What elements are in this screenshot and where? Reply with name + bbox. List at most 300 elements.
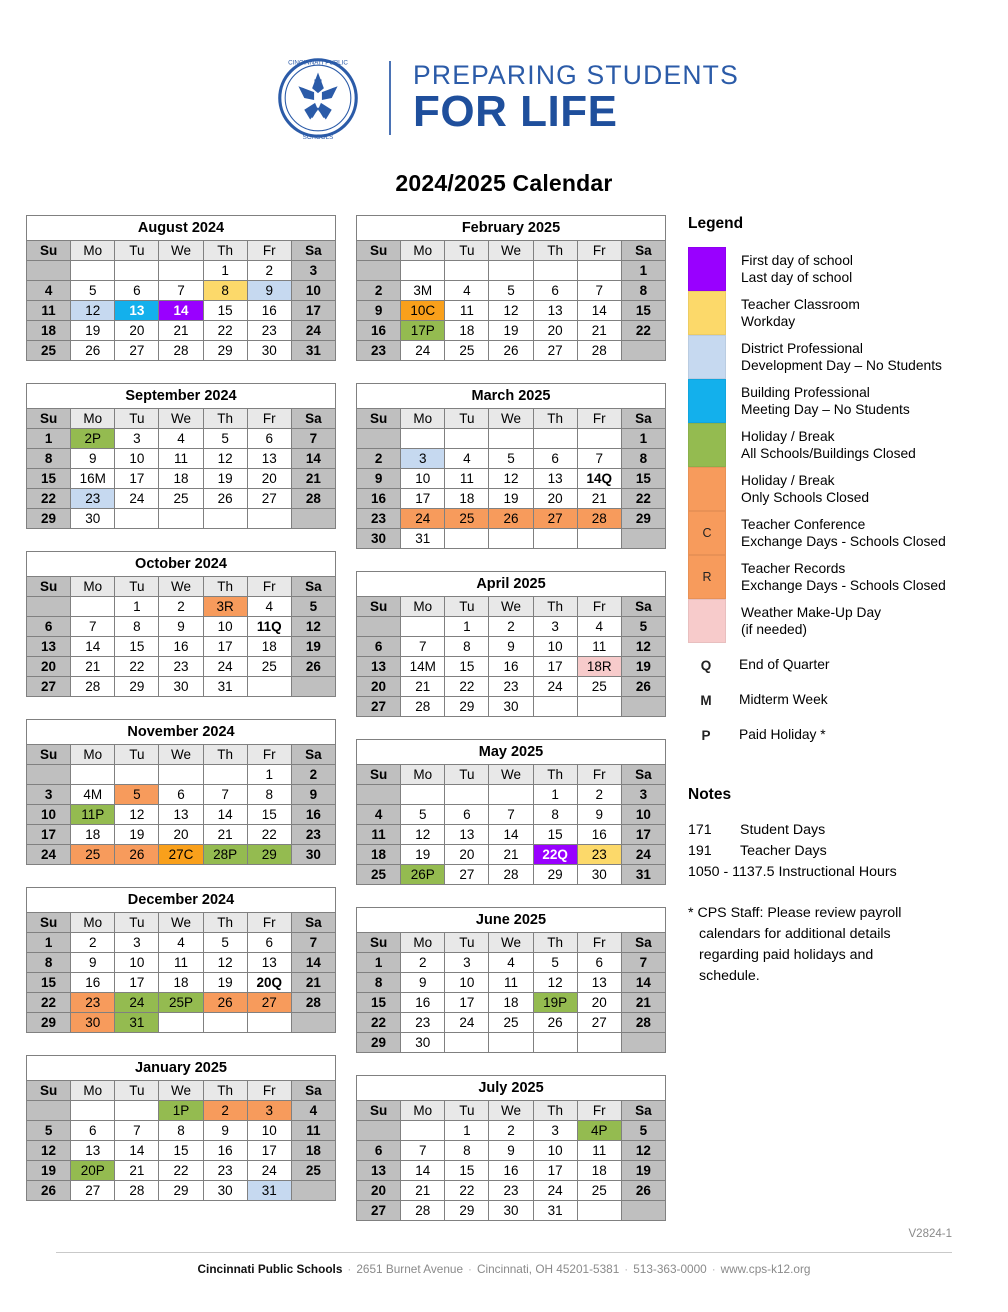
day-cell[interactable]: 24: [401, 341, 445, 361]
day-cell[interactable]: 7: [577, 449, 621, 469]
day-cell[interactable]: 18: [159, 973, 203, 993]
day-cell[interactable]: 6: [159, 785, 203, 805]
day-cell[interactable]: 9: [203, 1121, 247, 1141]
day-cell[interactable]: 28: [621, 1013, 665, 1033]
day-cell[interactable]: 30: [71, 509, 115, 529]
day-cell[interactable]: 13: [71, 1141, 115, 1161]
day-cell[interactable]: 11: [577, 1141, 621, 1161]
day-cell[interactable]: 3: [445, 953, 489, 973]
day-cell[interactable]: 12: [489, 469, 533, 489]
day-cell[interactable]: 27: [577, 1013, 621, 1033]
day-cell[interactable]: 8: [247, 785, 291, 805]
day-cell[interactable]: 26: [71, 341, 115, 361]
day-cell[interactable]: 30: [291, 845, 335, 865]
day-cell[interactable]: 25: [291, 1161, 335, 1181]
day-cell[interactable]: 5: [533, 953, 577, 973]
day-cell[interactable]: 30: [159, 677, 203, 697]
day-cell[interactable]: 14: [621, 973, 665, 993]
day-cell[interactable]: 17: [533, 657, 577, 677]
day-cell[interactable]: 8: [621, 281, 665, 301]
day-cell[interactable]: 13: [533, 469, 577, 489]
day-cell[interactable]: 17: [247, 1141, 291, 1161]
day-cell[interactable]: 13: [533, 301, 577, 321]
day-cell[interactable]: 14Q: [577, 469, 621, 489]
day-cell[interactable]: 15: [533, 825, 577, 845]
day-cell[interactable]: 10: [115, 953, 159, 973]
day-cell[interactable]: 31: [247, 1181, 291, 1201]
day-cell[interactable]: 13: [445, 825, 489, 845]
day-cell[interactable]: 21: [577, 321, 621, 341]
day-cell[interactable]: 8: [159, 1121, 203, 1141]
day-cell[interactable]: 2: [247, 261, 291, 281]
day-cell[interactable]: 8: [27, 449, 71, 469]
day-cell[interactable]: 5: [71, 281, 115, 301]
day-cell[interactable]: 22: [357, 1013, 401, 1033]
day-cell[interactable]: 22: [27, 993, 71, 1013]
day-cell[interactable]: 25: [577, 1181, 621, 1201]
day-cell[interactable]: 19: [621, 1161, 665, 1181]
day-cell[interactable]: 9: [357, 469, 401, 489]
day-cell[interactable]: 27: [533, 341, 577, 361]
day-cell[interactable]: 22: [445, 1181, 489, 1201]
day-cell[interactable]: 30: [203, 1181, 247, 1201]
day-cell[interactable]: 7: [489, 805, 533, 825]
day-cell[interactable]: 15: [357, 993, 401, 1013]
day-cell[interactable]: 6: [115, 281, 159, 301]
day-cell[interactable]: 21: [291, 469, 335, 489]
day-cell[interactable]: 9: [357, 301, 401, 321]
day-cell[interactable]: 12: [27, 1141, 71, 1161]
day-cell[interactable]: 24: [445, 1013, 489, 1033]
day-cell[interactable]: 8: [445, 637, 489, 657]
day-cell[interactable]: 23: [291, 825, 335, 845]
day-cell[interactable]: 7: [71, 617, 115, 637]
day-cell[interactable]: 23: [401, 1013, 445, 1033]
day-cell[interactable]: 2: [357, 281, 401, 301]
day-cell[interactable]: 7: [621, 953, 665, 973]
day-cell[interactable]: 6: [247, 933, 291, 953]
day-cell[interactable]: 4: [159, 933, 203, 953]
day-cell[interactable]: 9: [401, 973, 445, 993]
day-cell[interactable]: 9: [489, 637, 533, 657]
day-cell[interactable]: 12: [489, 301, 533, 321]
day-cell[interactable]: 16: [247, 301, 291, 321]
day-cell[interactable]: 1: [621, 261, 665, 281]
day-cell[interactable]: 22: [445, 677, 489, 697]
day-cell[interactable]: 26: [115, 845, 159, 865]
day-cell[interactable]: 24: [621, 845, 665, 865]
day-cell[interactable]: 10: [203, 617, 247, 637]
day-cell[interactable]: 13: [115, 301, 159, 321]
day-cell[interactable]: 20: [577, 993, 621, 1013]
day-cell[interactable]: 16: [203, 1141, 247, 1161]
day-cell[interactable]: 17: [115, 973, 159, 993]
day-cell[interactable]: 17: [115, 469, 159, 489]
day-cell[interactable]: 27: [247, 993, 291, 1013]
day-cell[interactable]: 18: [159, 469, 203, 489]
day-cell[interactable]: 1: [247, 765, 291, 785]
day-cell[interactable]: 16: [401, 993, 445, 1013]
day-cell[interactable]: 11Q: [247, 617, 291, 637]
day-cell[interactable]: 14M: [401, 657, 445, 677]
day-cell[interactable]: 25: [247, 657, 291, 677]
day-cell[interactable]: 19: [489, 321, 533, 341]
day-cell[interactable]: 4: [445, 449, 489, 469]
day-cell[interactable]: 13: [577, 973, 621, 993]
day-cell[interactable]: 7: [291, 933, 335, 953]
day-cell[interactable]: 26: [27, 1181, 71, 1201]
day-cell[interactable]: 1: [115, 597, 159, 617]
day-cell[interactable]: 2: [489, 617, 533, 637]
day-cell[interactable]: 23: [203, 1161, 247, 1181]
day-cell[interactable]: 3: [291, 261, 335, 281]
day-cell[interactable]: 19: [203, 973, 247, 993]
day-cell[interactable]: 25: [489, 1013, 533, 1033]
day-cell[interactable]: 28: [291, 993, 335, 1013]
day-cell[interactable]: 25: [71, 845, 115, 865]
day-cell[interactable]: 5: [115, 785, 159, 805]
day-cell[interactable]: 12: [71, 301, 115, 321]
day-cell[interactable]: 24: [247, 1161, 291, 1181]
day-cell[interactable]: 15: [159, 1141, 203, 1161]
day-cell[interactable]: 8: [27, 953, 71, 973]
day-cell[interactable]: 3: [115, 429, 159, 449]
day-cell[interactable]: 25P: [159, 993, 203, 1013]
day-cell[interactable]: 6: [71, 1121, 115, 1141]
day-cell[interactable]: 26: [291, 657, 335, 677]
day-cell[interactable]: 19: [27, 1161, 71, 1181]
day-cell[interactable]: 6: [357, 1141, 401, 1161]
day-cell[interactable]: 5: [621, 617, 665, 637]
day-cell[interactable]: 18: [445, 489, 489, 509]
day-cell[interactable]: 6: [445, 805, 489, 825]
day-cell[interactable]: 3: [27, 785, 71, 805]
day-cell[interactable]: 5: [489, 449, 533, 469]
day-cell[interactable]: 3M: [401, 281, 445, 301]
day-cell[interactable]: 29: [621, 509, 665, 529]
day-cell[interactable]: 21: [401, 677, 445, 697]
day-cell[interactable]: 14: [115, 1141, 159, 1161]
day-cell[interactable]: 17: [445, 993, 489, 1013]
day-cell[interactable]: 28: [401, 697, 445, 717]
day-cell[interactable]: 20P: [71, 1161, 115, 1181]
day-cell[interactable]: 25: [445, 341, 489, 361]
day-cell[interactable]: 17: [291, 301, 335, 321]
day-cell[interactable]: 17: [203, 637, 247, 657]
day-cell[interactable]: 2: [203, 1101, 247, 1121]
day-cell[interactable]: 1: [533, 785, 577, 805]
day-cell[interactable]: 21: [401, 1181, 445, 1201]
day-cell[interactable]: 29: [203, 341, 247, 361]
day-cell[interactable]: 30: [489, 697, 533, 717]
day-cell[interactable]: 5: [291, 597, 335, 617]
day-cell[interactable]: 29: [159, 1181, 203, 1201]
day-cell[interactable]: 13: [357, 1161, 401, 1181]
day-cell[interactable]: 23: [357, 509, 401, 529]
day-cell[interactable]: 10C: [401, 301, 445, 321]
day-cell[interactable]: 21: [203, 825, 247, 845]
day-cell[interactable]: 22Q: [533, 845, 577, 865]
day-cell[interactable]: 2: [401, 953, 445, 973]
day-cell[interactable]: 8: [445, 1141, 489, 1161]
day-cell[interactable]: 27C: [159, 845, 203, 865]
day-cell[interactable]: 3: [115, 933, 159, 953]
day-cell[interactable]: 17: [401, 489, 445, 509]
day-cell[interactable]: 31: [533, 1201, 577, 1221]
day-cell[interactable]: 22: [247, 825, 291, 845]
day-cell[interactable]: 11: [489, 973, 533, 993]
day-cell[interactable]: 5: [401, 805, 445, 825]
day-cell[interactable]: 19: [115, 825, 159, 845]
day-cell[interactable]: 16: [357, 321, 401, 341]
day-cell[interactable]: 30: [71, 1013, 115, 1033]
day-cell[interactable]: 20: [159, 825, 203, 845]
day-cell[interactable]: 27: [247, 489, 291, 509]
day-cell[interactable]: 14: [489, 825, 533, 845]
day-cell[interactable]: 5: [621, 1121, 665, 1141]
day-cell[interactable]: 6: [533, 449, 577, 469]
day-cell[interactable]: 7: [203, 785, 247, 805]
day-cell[interactable]: 28: [291, 489, 335, 509]
day-cell[interactable]: 8: [357, 973, 401, 993]
day-cell[interactable]: 9: [247, 281, 291, 301]
day-cell[interactable]: 12: [203, 953, 247, 973]
day-cell[interactable]: 14: [71, 637, 115, 657]
day-cell[interactable]: 6: [27, 617, 71, 637]
day-cell[interactable]: 24: [27, 845, 71, 865]
day-cell[interactable]: 13: [159, 805, 203, 825]
day-cell[interactable]: 28: [71, 677, 115, 697]
day-cell[interactable]: 5: [203, 933, 247, 953]
day-cell[interactable]: 29: [445, 697, 489, 717]
day-cell[interactable]: 16M: [71, 469, 115, 489]
day-cell[interactable]: 31: [291, 341, 335, 361]
day-cell[interactable]: 30: [489, 1201, 533, 1221]
day-cell[interactable]: 21: [71, 657, 115, 677]
day-cell[interactable]: 21: [621, 993, 665, 1013]
day-cell[interactable]: 10: [533, 637, 577, 657]
day-cell[interactable]: 26: [621, 677, 665, 697]
day-cell[interactable]: 1: [203, 261, 247, 281]
day-cell[interactable]: 19: [489, 489, 533, 509]
day-cell[interactable]: 14: [401, 1161, 445, 1181]
day-cell[interactable]: 26: [489, 509, 533, 529]
day-cell[interactable]: 10: [27, 805, 71, 825]
day-cell[interactable]: 27: [27, 677, 71, 697]
day-cell[interactable]: 10: [621, 805, 665, 825]
day-cell[interactable]: 1: [621, 429, 665, 449]
day-cell[interactable]: 3R: [203, 597, 247, 617]
day-cell[interactable]: 2: [357, 449, 401, 469]
day-cell[interactable]: 7: [401, 637, 445, 657]
day-cell[interactable]: 23: [71, 489, 115, 509]
day-cell[interactable]: 20: [115, 321, 159, 341]
day-cell[interactable]: 13: [247, 953, 291, 973]
day-cell[interactable]: 12: [203, 449, 247, 469]
day-cell[interactable]: 20: [357, 677, 401, 697]
day-cell[interactable]: 14: [291, 953, 335, 973]
day-cell[interactable]: 7: [577, 281, 621, 301]
day-cell[interactable]: 2: [291, 765, 335, 785]
day-cell[interactable]: 7: [159, 281, 203, 301]
day-cell[interactable]: 11: [577, 637, 621, 657]
day-cell[interactable]: 11: [27, 301, 71, 321]
day-cell[interactable]: 29: [115, 677, 159, 697]
day-cell[interactable]: 3: [621, 785, 665, 805]
day-cell[interactable]: 14: [577, 301, 621, 321]
day-cell[interactable]: 20: [533, 321, 577, 341]
day-cell[interactable]: 12: [621, 637, 665, 657]
day-cell[interactable]: 29: [445, 1201, 489, 1221]
day-cell[interactable]: 15: [27, 469, 71, 489]
day-cell[interactable]: 9: [159, 617, 203, 637]
day-cell[interactable]: 9: [577, 805, 621, 825]
day-cell[interactable]: 28: [115, 1181, 159, 1201]
day-cell[interactable]: 23: [577, 845, 621, 865]
day-cell[interactable]: 18: [489, 993, 533, 1013]
day-cell[interactable]: 1: [445, 617, 489, 637]
day-cell[interactable]: 8: [533, 805, 577, 825]
day-cell[interactable]: 20: [533, 489, 577, 509]
day-cell[interactable]: 21: [577, 489, 621, 509]
day-cell[interactable]: 26: [621, 1181, 665, 1201]
day-cell[interactable]: 29: [27, 1013, 71, 1033]
day-cell[interactable]: 9: [71, 953, 115, 973]
day-cell[interactable]: 30: [401, 1033, 445, 1053]
day-cell[interactable]: 5: [27, 1121, 71, 1141]
day-cell[interactable]: 6: [533, 281, 577, 301]
day-cell[interactable]: 22: [621, 321, 665, 341]
day-cell[interactable]: 4: [577, 617, 621, 637]
day-cell[interactable]: 5: [203, 429, 247, 449]
day-cell[interactable]: 4M: [71, 785, 115, 805]
day-cell[interactable]: 11: [357, 825, 401, 845]
day-cell[interactable]: 23: [71, 993, 115, 1013]
day-cell[interactable]: 20: [445, 845, 489, 865]
day-cell[interactable]: 20: [247, 469, 291, 489]
day-cell[interactable]: 25: [159, 489, 203, 509]
day-cell[interactable]: 22: [203, 321, 247, 341]
day-cell[interactable]: 16: [489, 657, 533, 677]
day-cell[interactable]: 23: [247, 321, 291, 341]
day-cell[interactable]: 18: [27, 321, 71, 341]
day-cell[interactable]: 19: [291, 637, 335, 657]
day-cell[interactable]: 28: [159, 341, 203, 361]
day-cell[interactable]: 16: [71, 973, 115, 993]
day-cell[interactable]: 4: [291, 1101, 335, 1121]
day-cell[interactable]: 2: [489, 1121, 533, 1141]
day-cell[interactable]: 19P: [533, 993, 577, 1013]
day-cell[interactable]: 21: [291, 973, 335, 993]
day-cell[interactable]: 23: [357, 341, 401, 361]
day-cell[interactable]: 28: [577, 341, 621, 361]
day-cell[interactable]: 4: [159, 429, 203, 449]
day-cell[interactable]: 4: [357, 805, 401, 825]
day-cell[interactable]: 2: [159, 597, 203, 617]
day-cell[interactable]: 21: [489, 845, 533, 865]
day-cell[interactable]: 9: [291, 785, 335, 805]
day-cell[interactable]: 20: [357, 1181, 401, 1201]
day-cell[interactable]: 15: [27, 973, 71, 993]
day-cell[interactable]: 22: [27, 489, 71, 509]
day-cell[interactable]: 10: [445, 973, 489, 993]
day-cell[interactable]: 12: [115, 805, 159, 825]
day-cell[interactable]: 31: [401, 529, 445, 549]
day-cell[interactable]: 21: [159, 321, 203, 341]
day-cell[interactable]: 12: [401, 825, 445, 845]
day-cell[interactable]: 27: [357, 697, 401, 717]
day-cell[interactable]: 31: [621, 865, 665, 885]
day-cell[interactable]: 27: [533, 509, 577, 529]
day-cell[interactable]: 28P: [203, 845, 247, 865]
day-cell[interactable]: 18: [577, 1161, 621, 1181]
day-cell[interactable]: 1P: [159, 1101, 203, 1121]
day-cell[interactable]: 18: [291, 1141, 335, 1161]
day-cell[interactable]: 23: [159, 657, 203, 677]
day-cell[interactable]: 27: [115, 341, 159, 361]
day-cell[interactable]: 6: [577, 953, 621, 973]
day-cell[interactable]: 18: [357, 845, 401, 865]
day-cell[interactable]: 17P: [401, 321, 445, 341]
day-cell[interactable]: 24: [291, 321, 335, 341]
day-cell[interactable]: 4: [445, 281, 489, 301]
day-cell[interactable]: 11: [445, 301, 489, 321]
day-cell[interactable]: 25: [357, 865, 401, 885]
day-cell[interactable]: 29: [247, 845, 291, 865]
footer-website[interactable]: www.cps-k12.org: [720, 1262, 811, 1276]
day-cell[interactable]: 9: [71, 449, 115, 469]
day-cell[interactable]: 26: [203, 489, 247, 509]
day-cell[interactable]: 22: [159, 1161, 203, 1181]
day-cell[interactable]: 23: [489, 677, 533, 697]
day-cell[interactable]: 10: [115, 449, 159, 469]
day-cell[interactable]: 14: [159, 301, 203, 321]
day-cell[interactable]: 16: [357, 489, 401, 509]
day-cell[interactable]: 16: [489, 1161, 533, 1181]
day-cell[interactable]: 13: [247, 449, 291, 469]
day-cell[interactable]: 18: [71, 825, 115, 845]
day-cell[interactable]: 17: [621, 825, 665, 845]
day-cell[interactable]: 20Q: [247, 973, 291, 993]
day-cell[interactable]: 6: [357, 637, 401, 657]
day-cell[interactable]: 15: [247, 805, 291, 825]
day-cell[interactable]: 8: [203, 281, 247, 301]
day-cell[interactable]: 3: [247, 1101, 291, 1121]
day-cell[interactable]: 27: [445, 865, 489, 885]
day-cell[interactable]: 19: [203, 469, 247, 489]
day-cell[interactable]: 7: [291, 429, 335, 449]
day-cell[interactable]: 6: [247, 429, 291, 449]
day-cell[interactable]: 11: [445, 469, 489, 489]
day-cell[interactable]: 27: [357, 1201, 401, 1221]
day-cell[interactable]: 24: [401, 509, 445, 529]
day-cell[interactable]: 25: [445, 509, 489, 529]
day-cell[interactable]: 14: [291, 449, 335, 469]
day-cell[interactable]: 24: [115, 993, 159, 1013]
day-cell[interactable]: 28: [489, 865, 533, 885]
day-cell[interactable]: 30: [247, 341, 291, 361]
day-cell[interactable]: 29: [27, 509, 71, 529]
day-cell[interactable]: 10: [291, 281, 335, 301]
day-cell[interactable]: 12: [621, 1141, 665, 1161]
day-cell[interactable]: 14: [203, 805, 247, 825]
day-cell[interactable]: 26: [489, 341, 533, 361]
day-cell[interactable]: 2P: [71, 429, 115, 449]
day-cell[interactable]: 11: [159, 953, 203, 973]
day-cell[interactable]: 3: [401, 449, 445, 469]
day-cell[interactable]: 26P: [401, 865, 445, 885]
day-cell[interactable]: 8: [115, 617, 159, 637]
